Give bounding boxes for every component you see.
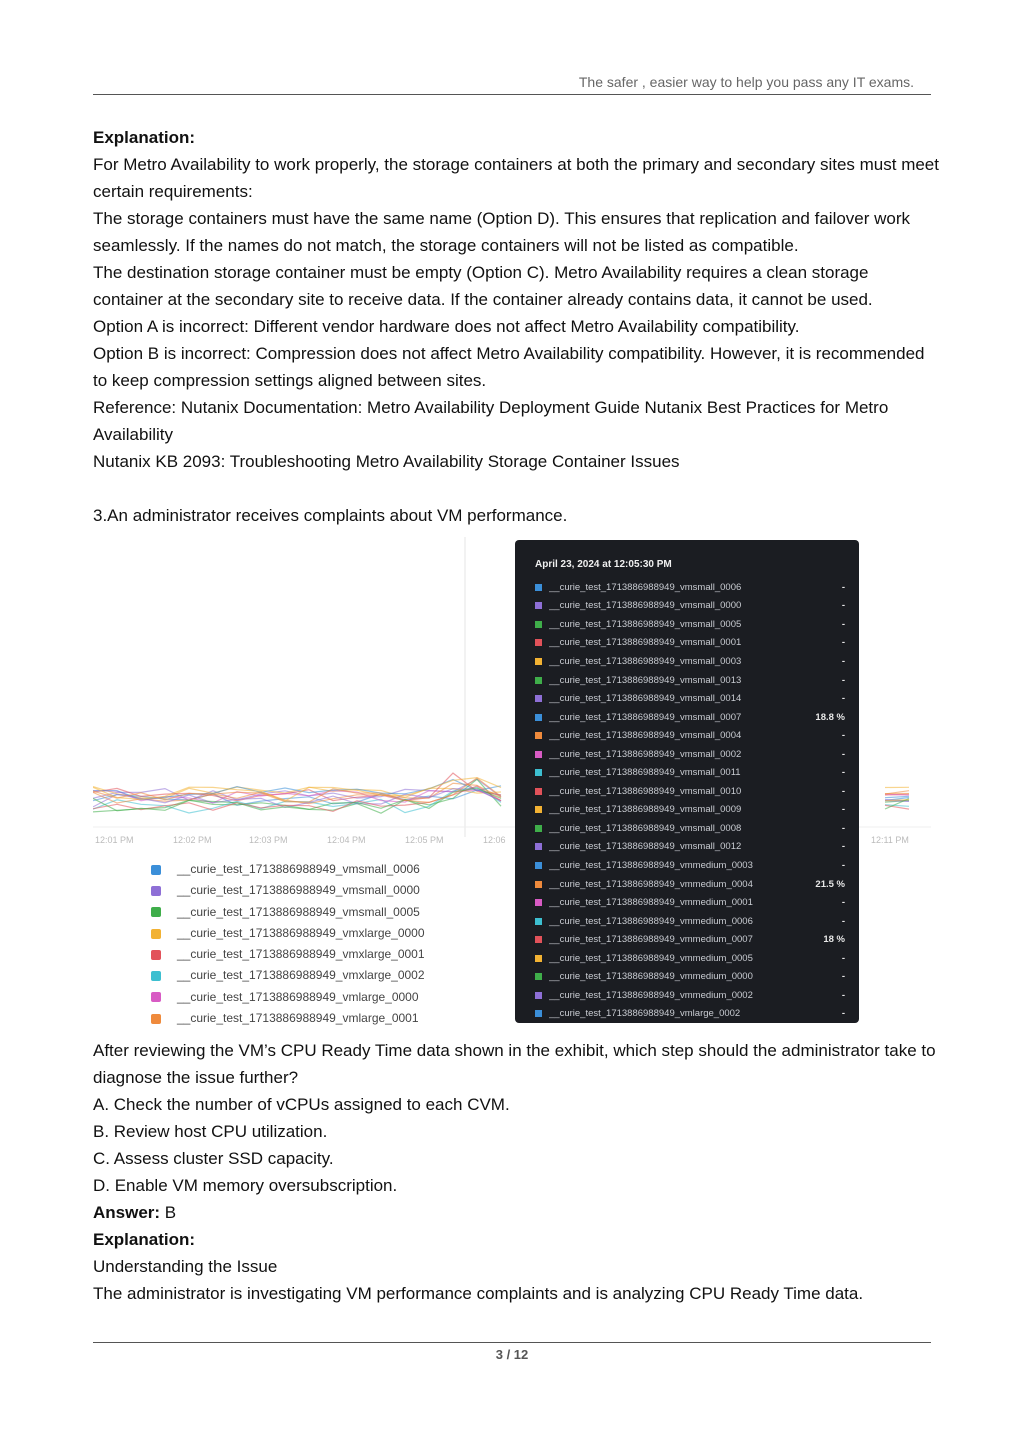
checkbox-icon[interactable] (151, 992, 161, 1002)
series-swatch (535, 918, 542, 925)
tooltip-row (535, 893, 845, 912)
tooltip-series-value: 18.8 % (815, 711, 845, 723)
tooltip-series-name: __curie_test_1713886988949_vmsmall_0007 (549, 711, 742, 723)
tooltip-row (535, 745, 845, 764)
question-text: After reviewing the VM’s CPU Ready Time data shown in the exhibit, which step should the administrator take to diagnose the issue further? (93, 1041, 936, 1087)
tooltip-series-name: __curie_test_1713886988949_vmsmall_0006 (549, 581, 742, 593)
tooltip-series-name: __curie_test_1713886988949_vmsmall_0001 (549, 637, 742, 649)
checkbox-icon[interactable] (151, 929, 161, 939)
tooltip-series-name: __curie_test_1713886988949_vmmedium_0003 (549, 859, 753, 871)
explanation-heading: Explanation: (93, 1230, 196, 1249)
tooltip-row (535, 763, 845, 782)
legend-label: __curie_test_1713886988949_vmxlarge_0000 (177, 925, 425, 940)
tooltip-series-value: - (841, 730, 845, 742)
series-swatch (535, 899, 542, 906)
tooltip-series-name: __curie_test_1713886988949_vmmedium_0006 (549, 915, 753, 927)
paragraph: Option A is incorrect: Different vendor hardware does not affect Metro Availability compatibility. (93, 317, 800, 336)
tooltip-row (535, 912, 845, 931)
tooltip-row (535, 967, 845, 986)
tooltip-series-value: 21.5 % (815, 878, 845, 890)
tooltip-series-name: __curie_test_1713886988949_vmsmall_0010 (549, 785, 742, 797)
tooltip-series-name: __curie_test_1713886988949_vmmedium_0002 (549, 989, 753, 1001)
legend-label: __curie_test_1713886988949_vmsmall_0006 (177, 862, 420, 876)
tooltip-series-value: 18 % (823, 934, 845, 946)
footer-divider (93, 1342, 931, 1343)
tooltip-row (535, 634, 845, 653)
tooltip-row (535, 652, 845, 671)
tooltip-row (535, 819, 845, 838)
chart-tooltip (515, 540, 859, 1023)
checkbox-icon[interactable] (151, 907, 161, 917)
tooltip-series-value: - (841, 822, 845, 834)
x-tick-label: 12:04 PM (327, 835, 366, 845)
series-swatch (535, 955, 542, 962)
legend-item[interactable] (151, 987, 425, 1008)
option-c: C. Assess cluster SSD capacity. (93, 1149, 334, 1168)
tooltip-series-value: - (841, 859, 845, 871)
tooltip-row (535, 726, 845, 745)
tooltip-series-value: - (841, 1008, 845, 1020)
legend-label: __curie_test_1713886988949_vmlarge_0001 (177, 1011, 419, 1026)
paragraph: For Metro Availability to work properly, the storage containers at both the primary and secondary sites must meet certain requirements: (93, 155, 939, 201)
answer-value: B (160, 1203, 177, 1222)
tooltip-series-value: - (841, 637, 845, 649)
series-swatch (535, 584, 542, 591)
option-d: D. Enable VM memory oversubscription. (93, 1176, 398, 1195)
legend-item[interactable] (151, 902, 425, 923)
explanation-heading: Explanation: (93, 128, 196, 147)
tooltip-series-value: - (841, 767, 845, 779)
legend-label: __curie_test_1713886988949_vmsmall_0005 (177, 904, 420, 919)
tooltip-series-name: __curie_test_1713886988949_vmsmall_0002 (549, 748, 742, 760)
x-tick-label: 12:02 PM (173, 835, 212, 845)
tooltip-series-name: __curie_test_1713886988949_vmsmall_0014 (549, 693, 742, 705)
series-swatch (535, 806, 542, 813)
checkbox-icon[interactable] (151, 1014, 161, 1024)
legend-item[interactable] (151, 1008, 425, 1027)
tooltip-row (535, 708, 845, 727)
tooltip-row (535, 1005, 845, 1024)
tooltip-series-name: __curie_test_1713886988949_vmmedium_0001 (549, 897, 753, 909)
chart-legend (151, 859, 425, 1027)
option-b: B. Review host CPU utilization. (93, 1122, 328, 1141)
legend-item[interactable] (151, 944, 425, 965)
tooltip-row (535, 782, 845, 801)
tooltip-series-name: __curie_test_1713886988949_vmsmall_0008 (549, 822, 742, 834)
tooltip-series-value: - (841, 971, 845, 983)
tooltip-row (535, 930, 845, 949)
explanation-section (93, 124, 943, 529)
tooltip-rows (535, 578, 845, 1023)
tooltip-series-name: __curie_test_1713886988949_vmsmall_0012 (549, 841, 742, 853)
series-swatch (535, 658, 542, 665)
tooltip-series-value: - (841, 600, 845, 612)
tooltip-row (535, 671, 845, 690)
series-swatch (535, 751, 542, 758)
tooltip-series-name: __curie_test_1713886988949_vmsmall_0004 (549, 730, 742, 742)
paragraph: Option B is incorrect: Compression does not affect Metro Availability compatibility. However, it is recommended to keep compression settings aligned between sites. (93, 344, 925, 390)
tooltip-series-value: - (841, 915, 845, 927)
answer-label: Answer: (93, 1203, 161, 1222)
legend-label: __curie_test_1713886988949_vmlarge_0000 (177, 989, 419, 1004)
spacer (93, 475, 943, 502)
series-swatch (535, 621, 542, 628)
tooltip-row (535, 615, 845, 634)
x-tick-label: 12:01 PM (95, 835, 134, 845)
tooltip-series-value: - (841, 748, 845, 760)
tooltip-series-value: - (841, 618, 845, 630)
series-swatch (535, 769, 542, 776)
legend-item[interactable] (151, 859, 425, 880)
legend-item[interactable] (151, 965, 425, 986)
tooltip-series-name: __curie_test_1713886988949_vmmedium_0000 (549, 971, 753, 983)
legend-label: __curie_test_1713886988949_vmxlarge_0002 (177, 968, 425, 983)
tooltip-series-value: - (841, 785, 845, 797)
tooltip-series-name: __curie_test_1713886988949_vmlarge_0002 (549, 1008, 741, 1020)
series-swatch (535, 695, 542, 702)
tooltip-row (535, 949, 845, 968)
tooltip-series-name: __curie_test_1713886988949_vmsmall_0000 (549, 600, 742, 612)
tooltip-series-name: __curie_test_1713886988949_vmmedium_0005 (549, 952, 753, 964)
header-divider (93, 94, 931, 95)
series-swatch (535, 602, 542, 609)
series-swatch (535, 881, 542, 888)
question-title: 3.An administrator receives complaints about VM performance. (93, 506, 568, 525)
page-number: 3 / 12 (495, 1347, 529, 1362)
paragraph: Reference: Nutanix Documentation: Metro Availability Deployment Guide Nutanix Best Practices for Metro Availability (93, 398, 889, 444)
checkbox-icon[interactable] (151, 886, 161, 896)
series-swatch (535, 825, 542, 832)
tooltip-row (535, 597, 845, 616)
legend-label: __curie_test_1713886988949_vmsmall_0000 (177, 883, 420, 898)
legend-item[interactable] (151, 880, 425, 901)
tooltip-series-name: __curie_test_1713886988949_vmsmall_0003 (549, 655, 742, 667)
exhibit-chart (93, 537, 931, 1027)
tooltip-series-value: - (841, 804, 845, 816)
tooltip-series-name: __curie_test_1713886988949_vmsmall_0013 (549, 674, 742, 686)
checkbox-icon[interactable] (151, 971, 161, 981)
answer-line (93, 1199, 943, 1226)
explanation-line: Understanding the Issue (93, 1257, 278, 1276)
tooltip-series-name: __curie_test_1713886988949_vmsmall_0011 (549, 767, 741, 779)
paragraph: The storage containers must have the same name (Option D). This ensures that replication and failover work seamlessly. If the names do not match, the storage containers will not be listed as compatible. (93, 209, 911, 255)
tooltip-row (535, 856, 845, 875)
checkbox-icon[interactable] (151, 865, 161, 875)
tooltip-title: April 23, 2024 at 12:05:30 PM (535, 559, 672, 570)
legend-label: __curie_test_1713886988949_vmxlarge_0001 (177, 947, 425, 962)
series-swatch (535, 732, 542, 739)
paragraph: The destination storage container must be empty (Option C). Metro Availability requires a clean storage container at the secondary site to receive data. If the container already contains data, it cannot be used. (93, 263, 873, 309)
series-swatch (535, 714, 542, 721)
x-tick-label: 12:05 PM (405, 835, 444, 845)
tooltip-series-value: - (841, 674, 845, 686)
legend-item[interactable] (151, 923, 425, 944)
tooltip-series-value: - (841, 989, 845, 1001)
header-tagline: The safer , easier way to help you pass any IT exams. (578, 74, 914, 90)
series-swatch (535, 788, 542, 795)
question-section (93, 1037, 943, 1307)
tooltip-series-value: - (841, 897, 845, 909)
tooltip-series-name: __curie_test_1713886988949_vmsmall_0009 (549, 804, 742, 816)
tooltip-row (535, 801, 845, 820)
x-tick-label: 12:11 PM (871, 835, 909, 845)
series-swatch (535, 639, 542, 646)
tooltip-series-value: - (841, 952, 845, 964)
tooltip-series-name: __curie_test_1713886988949_vmsmall_0005 (549, 618, 742, 630)
tooltip-series-value: - (841, 655, 845, 667)
tooltip-series-value: - (841, 841, 845, 853)
tooltip-row (535, 875, 845, 894)
tooltip-row (535, 986, 845, 1005)
tooltip-series-value: - (841, 581, 845, 593)
tooltip-series-name: __curie_test_1713886988949_vmmedium_0007 (549, 934, 753, 946)
checkbox-icon[interactable] (151, 950, 161, 960)
tooltip-row (535, 578, 845, 597)
tooltip-row (535, 689, 845, 708)
explanation-line: The administrator is investigating VM performance complaints and is analyzing CPU Ready Time data. (93, 1284, 864, 1303)
x-tick-label: 12:06 (483, 835, 506, 845)
series-swatch (535, 843, 542, 850)
series-swatch (535, 862, 542, 869)
series-swatch (535, 936, 542, 943)
tooltip-series-name: __curie_test_1713886988949_vmmedium_0004 (549, 878, 753, 890)
x-tick-label: 12:03 PM (249, 835, 288, 845)
series-swatch (535, 973, 542, 980)
option-a: A. Check the number of vCPUs assigned to each CVM. (93, 1095, 510, 1114)
tooltip-series-value: - (841, 693, 845, 705)
series-swatch (535, 1010, 542, 1017)
series-swatch (535, 677, 542, 684)
tooltip-row (535, 838, 845, 857)
series-swatch (535, 992, 542, 999)
paragraph: Nutanix KB 2093: Troubleshooting Metro Availability Storage Container Issues (93, 452, 680, 471)
